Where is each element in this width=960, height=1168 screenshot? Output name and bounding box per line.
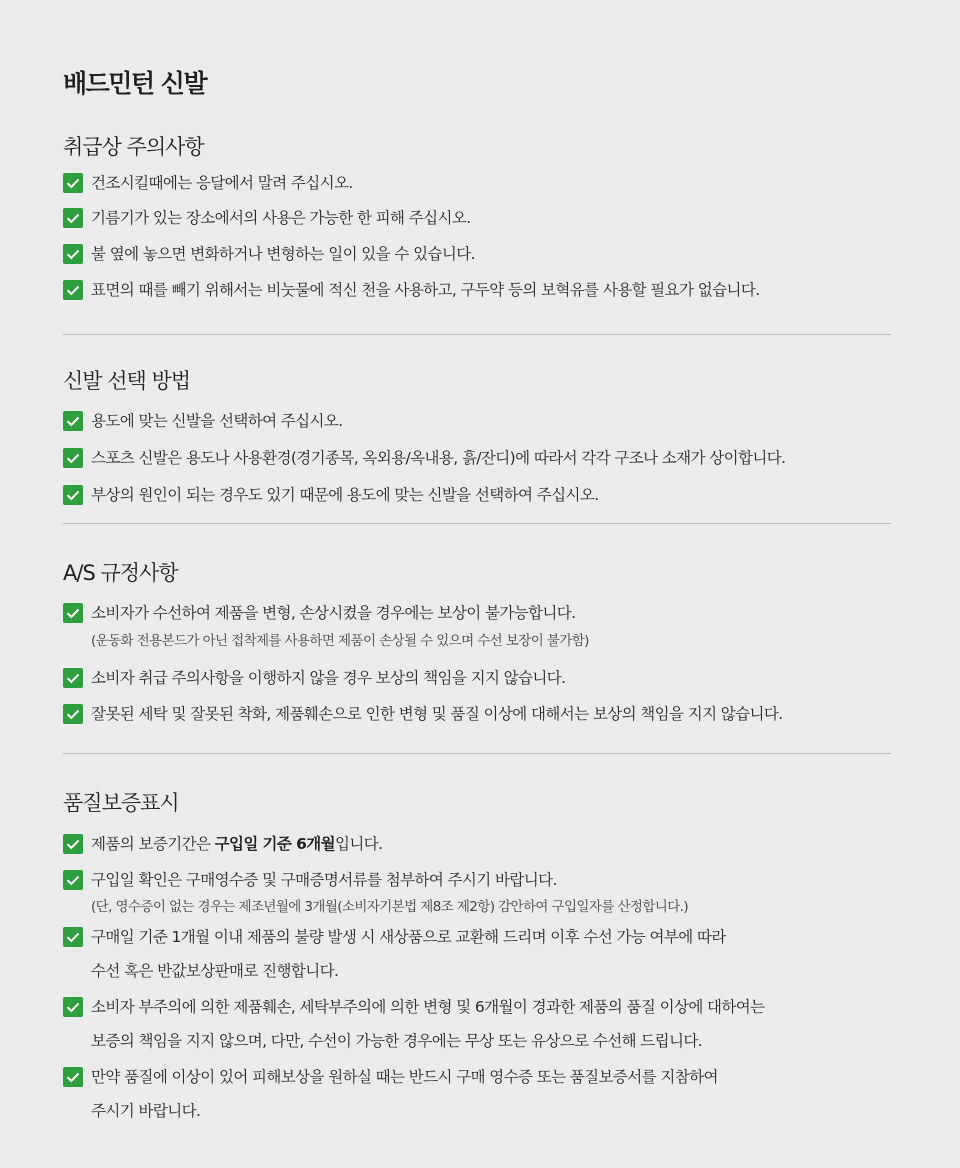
section-divider	[63, 753, 891, 754]
list-item	[63, 173, 893, 208]
item-text: 제품의 보증기간은 구입일 기준 6개월입니다.	[91, 835, 383, 853]
list-item	[63, 927, 893, 997]
checkbox-checked-icon	[63, 927, 83, 947]
item-text: 잘못된 세탁 및 잘못된 착화, 제품훼손으로 인한 변형 및 품질 이상에 대해서는 보상의 책임을 지지 않습니다.	[91, 705, 783, 723]
list-item	[63, 704, 893, 724]
list-item	[63, 280, 893, 300]
checkbox-checked-icon	[63, 1067, 83, 1087]
checkbox-checked-icon	[63, 997, 83, 1017]
checkbox-checked-icon	[63, 485, 83, 505]
list-item	[63, 668, 893, 704]
list-item	[63, 870, 893, 927]
item-text: 소비자 부주의에 의한 제품훼손, 세탁부주의에 의한 변형 및 6개월이 경과한 제품의 품질 이상에 대하여는	[91, 998, 765, 1016]
list-item	[63, 244, 893, 280]
item-text: 만약 품질에 이상이 있어 피해보상을 원하실 때는 반드시 구매 영수증 또는 품질보증서를 지참하여	[91, 1068, 718, 1086]
item-text: 스포츠 신발은 용도나 사용환경(경기종목, 옥외용/옥내용, 흙/잔디)에 따라서 각각 구조나 소재가 상이합니다.	[91, 449, 786, 467]
checkbox-checked-icon	[63, 448, 83, 468]
section-as-policy	[63, 556, 893, 724]
list-item	[63, 997, 893, 1067]
list-item	[63, 208, 893, 244]
item-text: 건조시킬때에는 응달에서 말려 주십시오.	[91, 174, 353, 192]
list-item	[63, 448, 893, 485]
item-note: (운동화 전용본드가 아닌 접착제를 사용하면 제품이 손상될 수 있으며 수선 보장이 불가함)	[91, 633, 589, 649]
item-text: 구입일 확인은 구매영수증 및 구매증명서류를 첨부하여 주시기 바랍니다.	[91, 871, 557, 889]
item-text-continued: 수선 혹은 반값보상판매로 진행합니다.	[91, 962, 339, 980]
section-heading: A/S 규정사항	[63, 561, 178, 585]
checkbox-checked-icon	[63, 870, 83, 890]
item-note: (단, 영수증이 없는 경우는 제조년월에 3개월(소비자기본법 제8조 제2항) 감안하여 구입일자를 산정합니다.)	[91, 899, 689, 915]
list-item	[63, 485, 893, 505]
item-text: 표면의 때를 빼기 위해서는 비눗물에 적신 천을 사용하고, 구두약 등의 보혁유를 사용할 필요가 없습니다.	[91, 281, 760, 299]
item-text-continued: 주시기 바랍니다.	[91, 1102, 201, 1120]
section-heading: 취급상 주의사항	[63, 135, 204, 159]
item-text: 기름기가 있는 장소에서의 사용은 가능한 한 피해 주십시오.	[91, 209, 471, 227]
section-shoe-selection	[63, 364, 893, 505]
section-heading: 신발 선택 방법	[63, 369, 191, 393]
list-item	[63, 411, 893, 448]
section-divider	[63, 523, 891, 524]
checkbox-checked-icon	[63, 704, 83, 724]
list-item	[63, 834, 893, 870]
item-text: 소비자 취급 주의사항을 이행하지 않을 경우 보상의 책임을 지지 않습니다.	[91, 669, 566, 687]
checkbox-checked-icon	[63, 208, 83, 228]
item-text: 용도에 맞는 신발을 선택하여 주십시오.	[91, 412, 343, 430]
item-text: 부상의 원인이 되는 경우도 있기 때문에 용도에 맞는 신발을 선택하여 주십시오.	[91, 486, 599, 504]
item-text: 소비자가 수선하여 제품을 변형, 손상시켰을 경우에는 보상이 불가능합니다.	[91, 604, 576, 622]
checkbox-checked-icon	[63, 668, 83, 688]
page-title: 배드민턴 신발	[63, 69, 207, 98]
section-care-precautions	[63, 130, 893, 300]
checkbox-checked-icon	[63, 280, 83, 300]
checkbox-checked-icon	[63, 834, 83, 854]
item-text-continued: 보증의 책임을 지지 않으며, 다만, 수선이 가능한 경우에는 무상 또는 유상으로 수선해 드립니다.	[91, 1032, 703, 1050]
checkbox-checked-icon	[63, 173, 83, 193]
item-text: 구매일 기준 1개월 이내 제품의 불량 발생 시 새상품으로 교환해 드리며 이후 수선 가능 여부에 따라	[91, 928, 726, 946]
section-divider	[63, 334, 891, 335]
section-heading: 품질보증표시	[63, 791, 179, 815]
checkbox-checked-icon	[63, 603, 83, 623]
checkbox-checked-icon	[63, 411, 83, 431]
section-quality-warranty	[63, 786, 893, 1121]
list-item	[63, 603, 893, 668]
warranty-period-highlight: 구입일 기준 6개월	[214, 835, 336, 853]
checkbox-checked-icon	[63, 244, 83, 264]
item-text: 불 옆에 놓으면 변화하거나 변형하는 일이 있을 수 있습니다.	[91, 245, 475, 263]
list-item	[63, 1067, 893, 1121]
